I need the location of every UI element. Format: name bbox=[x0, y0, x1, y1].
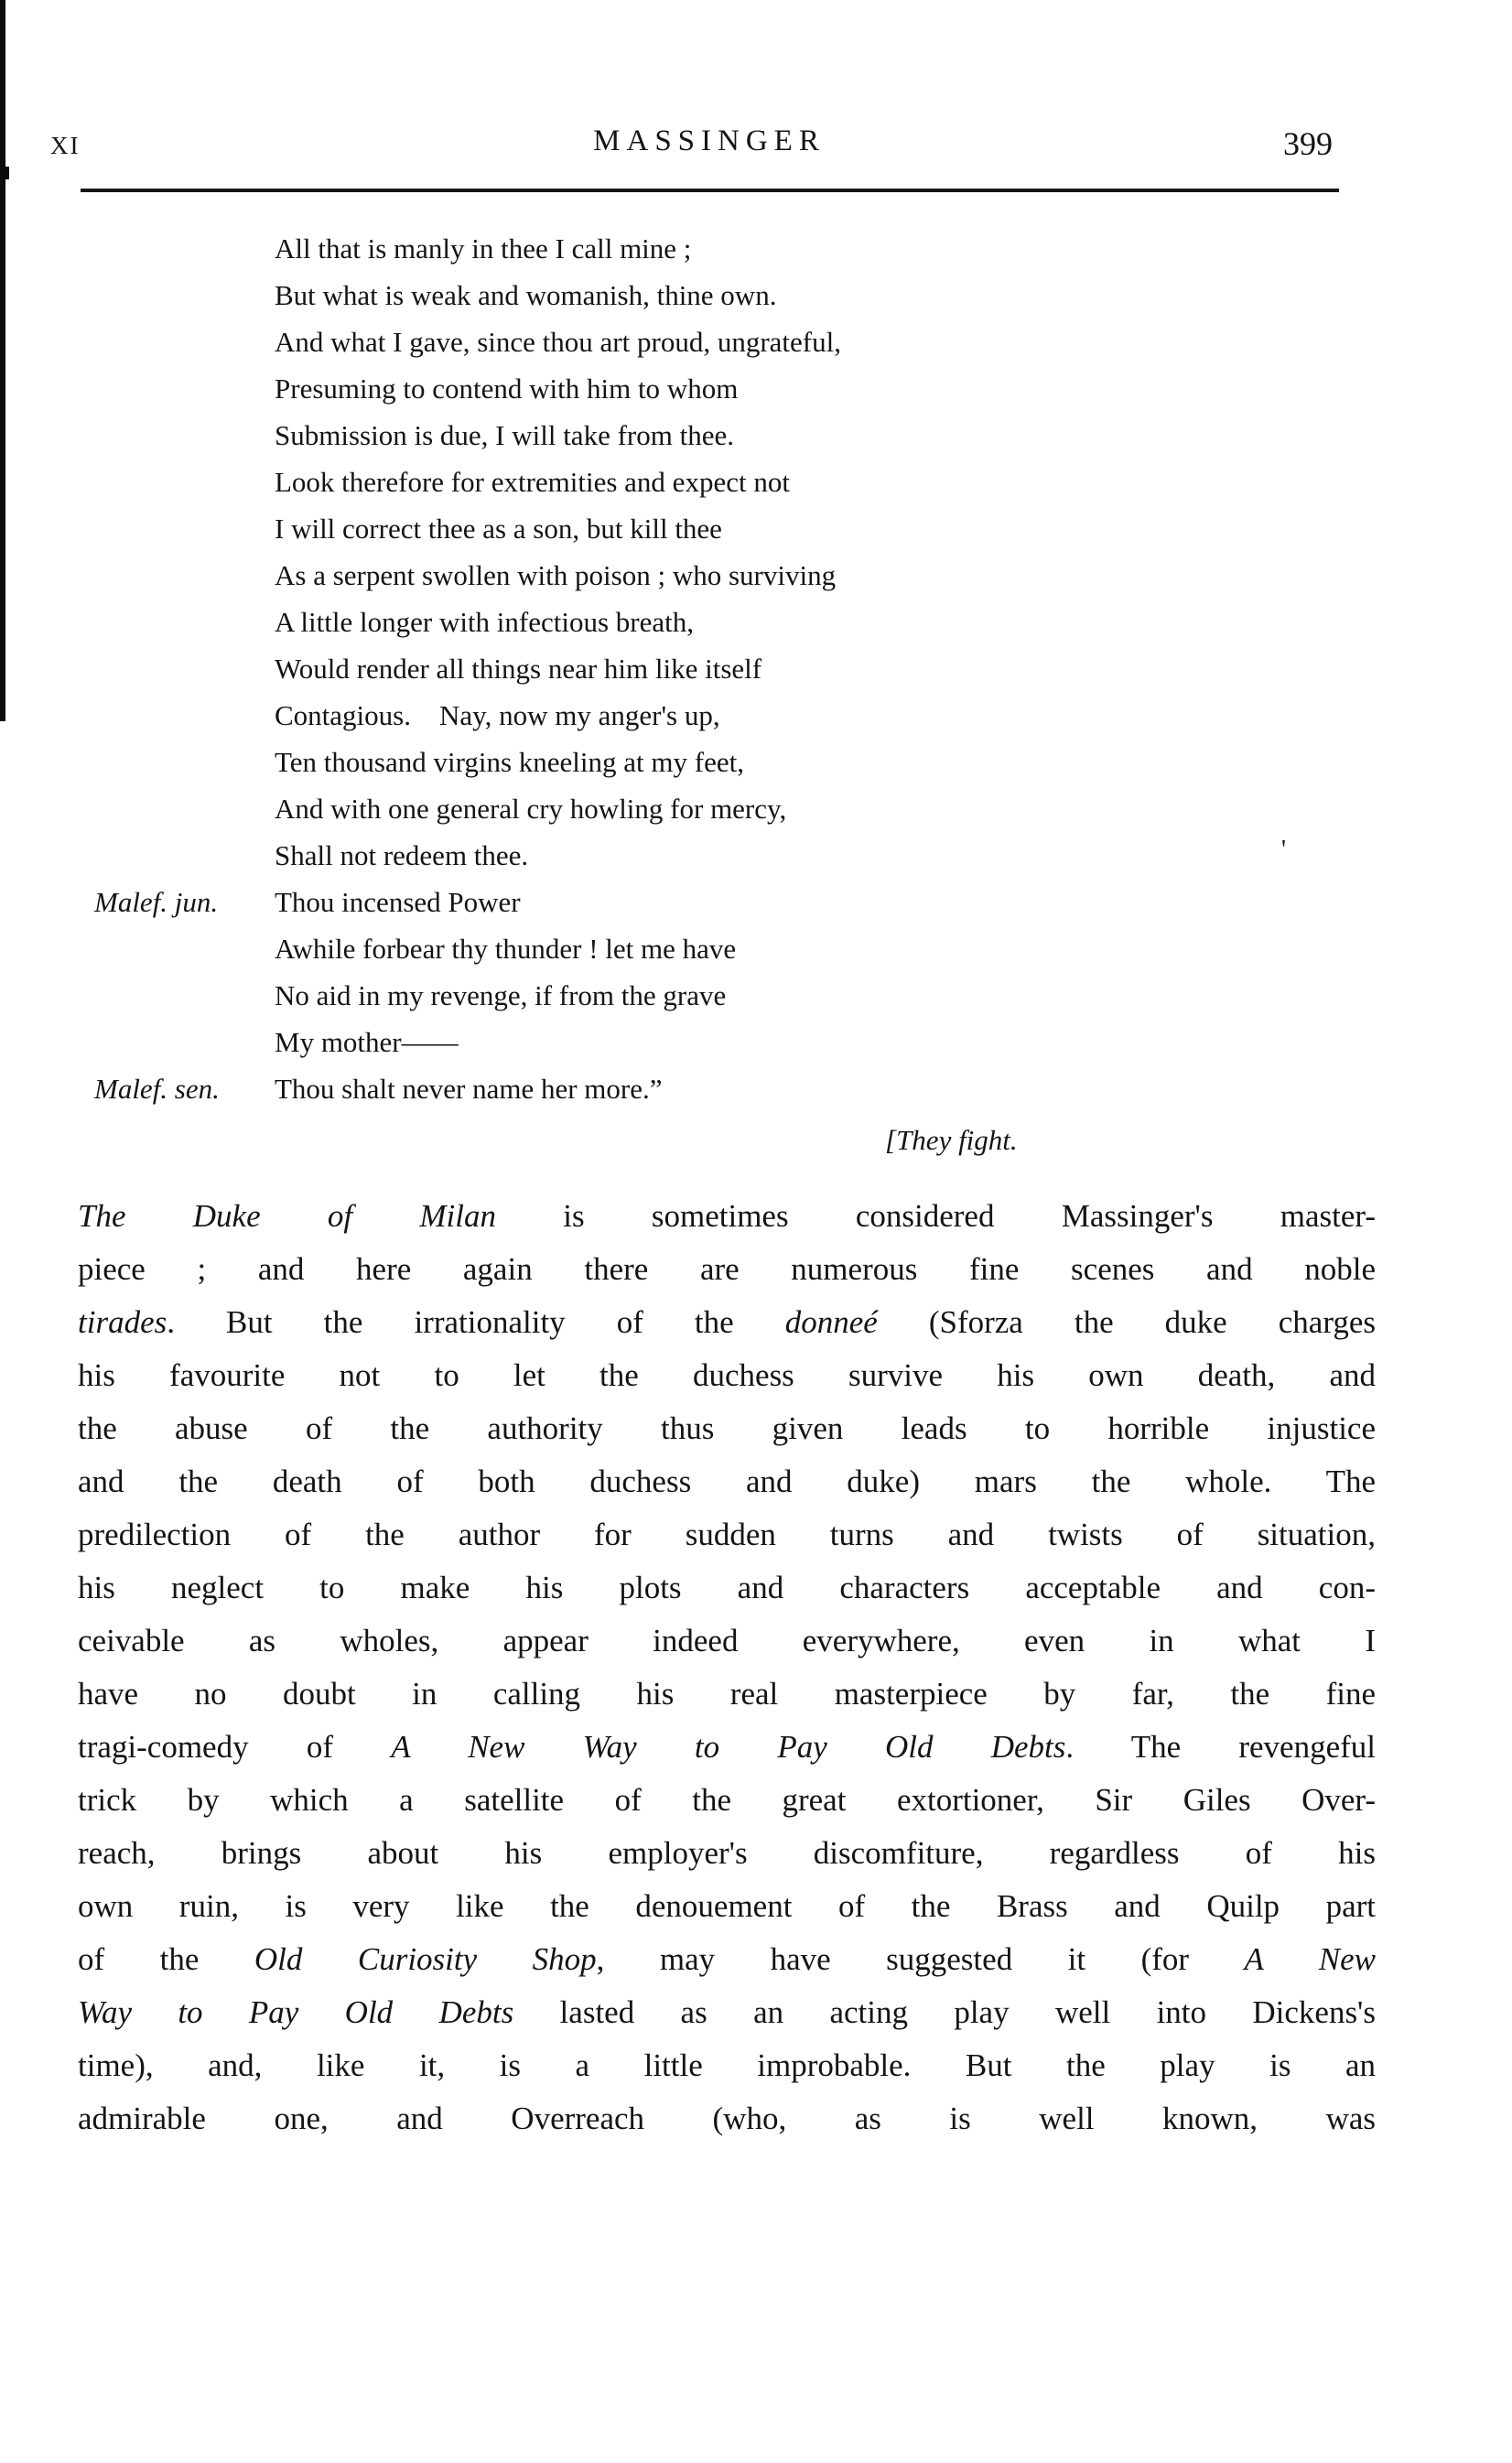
scan-artifact-edge-bar bbox=[0, 0, 5, 721]
poem-line-text: Ten thousand virgins kneeling at my feet, bbox=[275, 746, 744, 778]
poem-line bbox=[275, 319, 1281, 365]
poem-line-text: Thou shalt never name her more.” bbox=[275, 1073, 663, 1105]
prose-segment: of the bbox=[78, 1941, 254, 1977]
poem-line-text: As a serpent swollen with poison ; who surviving bbox=[275, 559, 837, 591]
prose-line bbox=[78, 1615, 1376, 1668]
prose-line bbox=[78, 1880, 1376, 1933]
poem-line-text: I will correct thee as a son, but kill thee bbox=[275, 513, 722, 545]
scan-artifact-mark: ' bbox=[1281, 836, 1287, 864]
prose-segment: trick by which a satellite of the great extortioner, Sir Giles Over- bbox=[78, 1782, 1376, 1818]
poem-line-text: And what I gave, since thou art proud, ungrateful, bbox=[275, 326, 841, 358]
prose-line bbox=[78, 1986, 1376, 2039]
poem-line-text: Would render all things near him like itself bbox=[275, 653, 762, 685]
prose-segment: and the death of both duchess and duke) mars the whole. The bbox=[78, 1464, 1376, 1499]
poem-line bbox=[275, 1019, 1281, 1065]
poem-line bbox=[275, 832, 1287, 879]
prose-paragraph bbox=[78, 1190, 1376, 2145]
prose-line bbox=[78, 1455, 1376, 1508]
poem-line bbox=[94, 879, 1281, 925]
prose-segment: his favourite not to let the duchess survive his own death, and bbox=[78, 1357, 1376, 1393]
prose-line bbox=[78, 1561, 1376, 1615]
prose-segment: . But the irrationality of the bbox=[167, 1304, 785, 1340]
prose-segment: admirable one, and Overreach (who, as is well known, was bbox=[78, 2101, 1376, 2136]
poem-line bbox=[94, 1065, 1281, 1112]
poem-line bbox=[275, 785, 1281, 832]
prose-line bbox=[78, 1243, 1376, 1296]
poem-line-text: Submission is due, I will take from thee. bbox=[275, 419, 734, 451]
poem-line bbox=[275, 225, 1281, 272]
page-number: 399 bbox=[1283, 125, 1333, 162]
poem-line-text: And with one general cry howling for mercy, bbox=[275, 793, 787, 825]
speaker-label: Malef. sen. bbox=[94, 1073, 220, 1105]
prose-segment: own ruin, is very like the denouement of the Brass and Quilp part bbox=[78, 1888, 1376, 1924]
prose-line bbox=[78, 1296, 1376, 1349]
header-rule bbox=[81, 189, 1339, 192]
prose-line bbox=[78, 2092, 1376, 2145]
poem-line-text: Awhile forbear thy thunder ! let me have bbox=[275, 933, 737, 965]
poem-line bbox=[275, 552, 1281, 599]
prose-segment: ceivable as wholes, appear indeed everywhere, even in what I bbox=[78, 1623, 1376, 1658]
prose-segment: lasted as an acting play well into Dickens's bbox=[513, 1994, 1376, 2030]
poem-line-text: Look therefore for extremities and expect not bbox=[275, 466, 790, 498]
poem-line bbox=[275, 972, 1281, 1019]
poem-line bbox=[275, 505, 1281, 552]
poem-line bbox=[275, 645, 1281, 692]
poem-line bbox=[275, 739, 1281, 785]
poem-line bbox=[275, 365, 1281, 412]
poem-line-text: My mother—— bbox=[275, 1026, 459, 1058]
poem-line-text: A little longer with infectious breath, bbox=[275, 606, 695, 638]
speaker-label: Malef. jun. bbox=[94, 886, 219, 918]
prose-segment: time), and, like it, is a little improbable. But the play is an bbox=[78, 2047, 1376, 2083]
prose-segment-italic: tirades bbox=[78, 1304, 167, 1340]
poem-line-text: All that is manly in thee I call mine ; bbox=[275, 232, 692, 265]
prose-segment: is sometimes considered Massinger's master- bbox=[563, 1198, 1376, 1234]
poem-line-text: Presuming to contend with him to whom bbox=[275, 373, 739, 405]
prose-segment-italic: donneé bbox=[784, 1304, 878, 1340]
chapter-number: XI bbox=[50, 132, 81, 159]
prose-segment: have no doubt in calling his real masterpiece by far, the fine bbox=[78, 1676, 1376, 1712]
prose-line bbox=[78, 1402, 1376, 1455]
poem-line-text: Contagious. Nay, now my anger's up, bbox=[275, 699, 720, 731]
prose-line bbox=[78, 1933, 1376, 1986]
prose-segment: predilection of the author for sudden turns and twists of situation, bbox=[78, 1517, 1376, 1552]
prose-segment: tragi-comedy of bbox=[78, 1729, 392, 1765]
poem-line-text: But what is weak and womanish, thine own. bbox=[275, 279, 777, 311]
scan-artifact-speck bbox=[5, 167, 9, 179]
poem-line-text: Thou incensed Power bbox=[275, 886, 521, 918]
verse-quotation bbox=[94, 225, 1287, 1112]
prose-line bbox=[78, 1721, 1376, 1774]
prose-line bbox=[78, 1508, 1376, 1561]
poem-line bbox=[275, 692, 1281, 739]
running-title: MASSINGER bbox=[593, 124, 826, 157]
prose-segment: , may have suggested it (for bbox=[596, 1941, 1245, 1977]
prose-segment: piece ; and here again there are numerous fine scenes and noble bbox=[78, 1251, 1376, 1287]
prose-segment-italic: Way to Pay Old Debts bbox=[78, 1994, 514, 2030]
poem-line bbox=[275, 272, 1281, 319]
poem-line bbox=[275, 925, 1281, 972]
stage-direction: [They fight. bbox=[885, 1124, 1018, 1156]
prose-segment-italic: A New Way to Pay Old Debts bbox=[391, 1729, 1066, 1765]
prose-segment: his neglect to make his plots and characters acceptable and con- bbox=[78, 1570, 1376, 1605]
prose-line bbox=[78, 1349, 1376, 1402]
poem-line-text: No aid in my revenge, if from the grave bbox=[275, 979, 727, 1011]
prose-segment: reach, brings about his employer's discomfiture, regardless of his bbox=[78, 1835, 1376, 1871]
prose-segment-italic: The Duke of Milan bbox=[78, 1198, 564, 1234]
prose-segment: (Sforza the duke charges bbox=[877, 1304, 1376, 1340]
prose-segment: . The revengeful bbox=[1065, 1729, 1376, 1765]
prose-segment-italic: A New bbox=[1244, 1941, 1376, 1977]
prose-line bbox=[78, 2039, 1376, 2092]
poem-line bbox=[275, 459, 1281, 505]
prose-line bbox=[78, 1668, 1376, 1721]
poem-line-text: Shall not redeem thee. bbox=[275, 839, 529, 871]
poem-line bbox=[275, 412, 1281, 459]
scan-artifact-speck bbox=[0, 399, 5, 414]
prose-segment-italic: Old Curiosity Shop bbox=[254, 1941, 597, 1977]
poem-line bbox=[275, 599, 1281, 645]
prose-line bbox=[78, 1190, 1376, 1243]
prose-line bbox=[78, 1827, 1376, 1880]
prose-segment: the abuse of the authority thus given leads to horrible injustice bbox=[78, 1410, 1376, 1446]
prose-line bbox=[78, 1774, 1376, 1827]
